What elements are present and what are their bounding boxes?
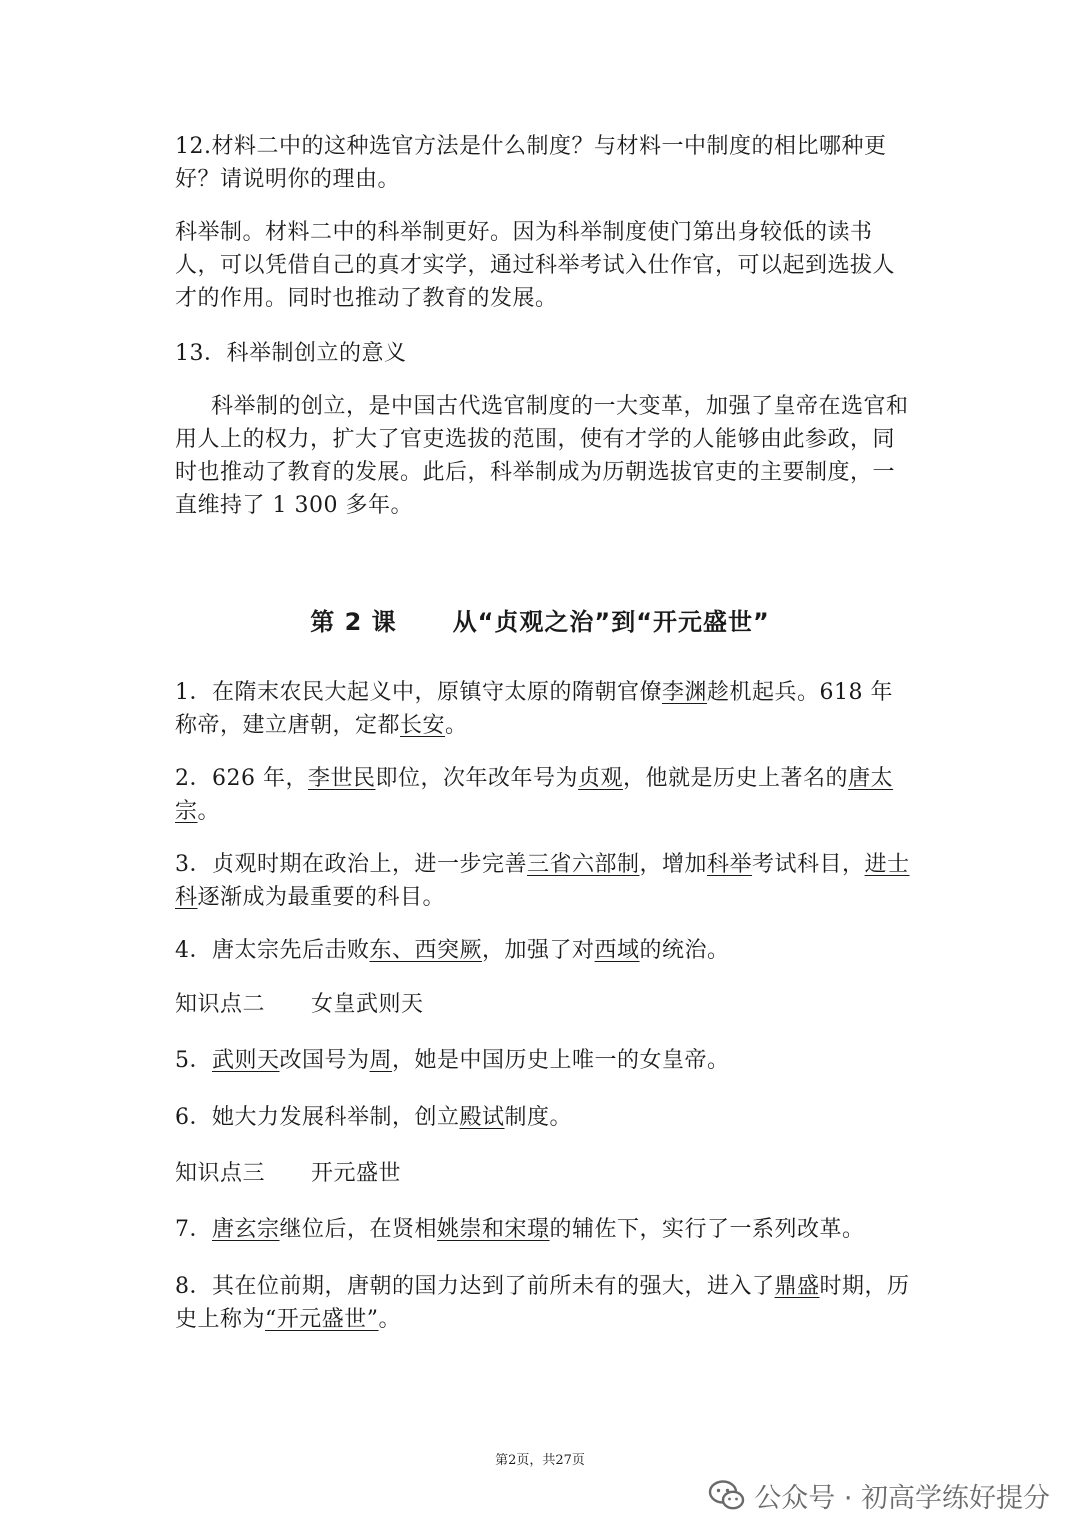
lesson-title: 从“贞观之治”到“开元盛世” <box>452 608 770 636</box>
answer-blank: “开元盛世” <box>265 1307 379 1332</box>
knowledge-point-2: 知识点二 女皇武则天 <box>175 992 424 1017</box>
item-2: 2．626 年，李世民即位，次年改年号为贞观，他就是历史上著名的唐太宗。 <box>175 766 894 824</box>
lesson-heading <box>0 602 1080 637</box>
answer-blank: 进士科 <box>175 852 910 910</box>
lesson-number: 第 2 课 <box>310 608 397 636</box>
answer-blank: 三省六部制 <box>527 852 640 877</box>
item-7: 7．唐玄宗继位后，在贤相姚崇和宋璟的辅佐下，实行了一系列改革。 <box>175 1217 865 1242</box>
answer-13: 科举制的创立，是中国古代选官制度的一大变革，加强了皇帝在选官和用人上的权力，扩大了官吏选拔的范围，使有才学的人能够由此参政，同时也推动了教育的发展。此后，科举制成为历朝选拔官吏的主要制度，一直维持了 1 300 多年。 <box>175 394 909 518</box>
answer-blank: 唐太宗 <box>175 766 894 824</box>
item-6: 6．她大力发展科举制，创立殿试制度。 <box>175 1105 573 1130</box>
item-4: 4．唐太宗先后击败东、西突厥，加强了对西域的统治。 <box>175 938 730 963</box>
item-3: 3．贞观时期在政治上，进一步完善三省六部制，增加科举考试科目，进士科逐渐成为最重要的科目。 <box>175 852 910 910</box>
question-12: 12.材料二中的这种选官方法是什么制度？与材料一中制度的相比哪种更好？请说明你的理由。 <box>175 134 887 192</box>
answer-blank: 殿试 <box>459 1105 505 1130</box>
watermark-text: 公众号 · 初高学练好提分 <box>754 1483 1050 1514</box>
answer-12: 科举制。材料二中的科举制更好。因为科举制度使门第出身较低的读书人，可以凭借自己的真才实学，通过科举考试入仕作官，可以起到选拔人才的作用。同时也推动了教育的发展。 <box>175 220 896 311</box>
answer-blank: 姚崇和宋璟 <box>437 1217 550 1242</box>
answer-blank: 西域 <box>594 938 640 963</box>
wechat-watermark <box>708 1476 1050 1515</box>
question-13: 13．科举制创立的意义 <box>175 341 407 366</box>
knowledge-point-3: 知识点三 开元盛世 <box>175 1161 402 1186</box>
answer-blank: 东、西突厥 <box>369 938 483 963</box>
answer-blank: 李渊 <box>662 680 708 705</box>
answer-blank: 科举 <box>707 852 753 877</box>
answer-blank: 武则天 <box>212 1048 280 1073</box>
item-5: 5．武则天改国号为周，她是中国历史上唯一的女皇帝。 <box>175 1048 730 1073</box>
answer-blank: 唐玄宗 <box>212 1217 280 1242</box>
wechat-icon <box>708 1479 746 1513</box>
answer-blank: 贞观 <box>578 766 624 791</box>
answer-blank: 李世民 <box>307 766 376 791</box>
page-number: 第2页，共27页 <box>495 1453 585 1468</box>
item-8: 8．其在位前期，唐朝的国力达到了前所未有的强大，进入了鼎盛时期，历史上称为“开元盛世”。 <box>175 1274 910 1332</box>
answer-blank: 周 <box>369 1048 393 1073</box>
answer-blank: 鼎盛 <box>774 1274 820 1299</box>
item-1: 1．在隋末农民大起义中，原镇守太原的隋朝官僚李渊趁机起兵。618 年称帝，建立唐朝，定都长安。 <box>175 680 894 738</box>
answer-blank: 长安 <box>400 713 446 738</box>
